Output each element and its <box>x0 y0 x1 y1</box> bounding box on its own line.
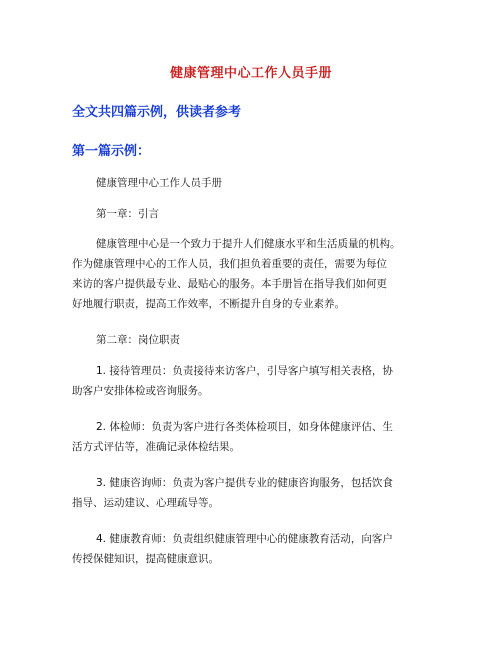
intro-line-2: 作为健康管理中心的工作人员，我们担负着重要的责任，需要为每位 <box>72 258 387 270</box>
document-title: 健康管理中心工作人员手册 <box>169 66 332 81</box>
duty-1-line-2: 助客户安排体检或咨询服务。 <box>72 385 209 397</box>
paragraph-title: 健康管理中心工作人员手册 <box>96 177 222 189</box>
duty-3-line-1: 3. 健康咨询师：负责为客户提供专业的健康咨询服务，包括饮食 <box>96 477 393 489</box>
chapter-heading-1: 第一章：引言 <box>96 208 159 220</box>
duty-4-line-2: 传授保健知识，提高健康意识。 <box>72 553 219 565</box>
intro-line-4: 好地履行职责，提高工作效率，不断提升自身的专业素养。 <box>72 298 345 310</box>
duty-2-line-1: 2. 体检师：负责为客户进行各类体检项目，如身体健康评估、生 <box>96 421 393 433</box>
duty-4-line-1: 4. 健康教育师：负责组织健康管理中心的健康教育活动，向客户 <box>96 533 393 545</box>
intro-line-3: 来访的客户提供最专业、最贴心的服务。本手册旨在指导我们如何更 <box>72 278 387 290</box>
duty-2-line-2: 活方式评估等，准确记录体检结果。 <box>72 441 240 453</box>
document-subtitle: 全文共四篇示例，供读者参考 <box>72 105 242 120</box>
duty-3-line-2: 指导、运动建议、心理疏导等。 <box>72 497 219 509</box>
intro-line-1: 健康管理中心是一个致力于提升人们健康水平和生活质量的机构。 <box>96 238 401 250</box>
example-heading: 第一篇示例： <box>72 144 151 159</box>
chapter-heading-2: 第二章：岗位职责 <box>96 334 180 346</box>
duty-1-line-1: 1. 接待管理员：负责接待来访客户，引导客户填写相关表格，协 <box>96 365 393 377</box>
